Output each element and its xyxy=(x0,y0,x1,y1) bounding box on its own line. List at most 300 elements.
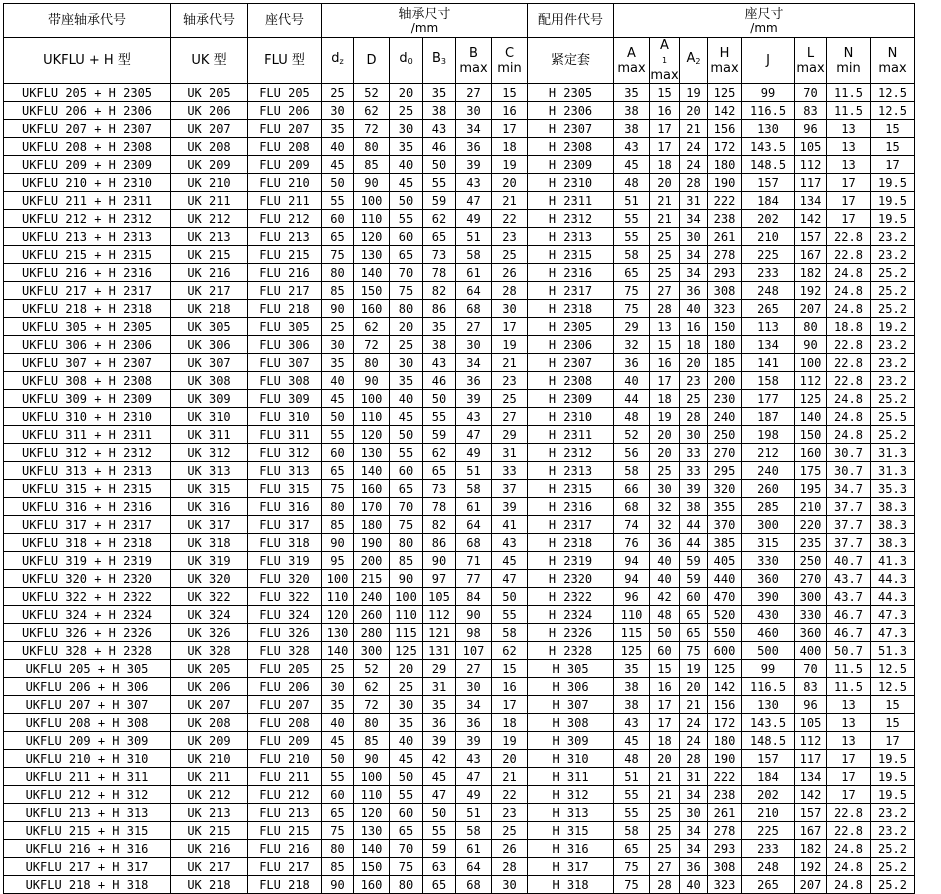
J-cell: 315 xyxy=(742,534,795,552)
Nmin-cell: 22.8 xyxy=(827,804,871,822)
D-cell: 80 xyxy=(354,714,390,732)
table-row xyxy=(4,462,915,480)
assembly-code-cell: UKFLU 211 + H 311 xyxy=(4,768,171,786)
B3-cell: 59 xyxy=(423,426,456,444)
J-cell: 265 xyxy=(742,876,795,894)
A1max-cell: 21 xyxy=(650,192,680,210)
d0-cell: 50 xyxy=(390,768,423,786)
bearing-code-cell: UK 326 xyxy=(171,624,248,642)
housing-code-cell: FLU 209 xyxy=(248,732,322,750)
A1max-cell: 36 xyxy=(650,534,680,552)
sleeve-code-cell: H 2310 xyxy=(528,408,614,426)
assembly-code-cell: UKFLU 205 + H 2305 xyxy=(4,84,171,102)
Nmax-cell: 19.5 xyxy=(871,210,915,228)
table-row xyxy=(4,624,915,642)
Lmax-cell: 207 xyxy=(795,876,827,894)
Nmax-cell: 19.2 xyxy=(871,318,915,336)
Nmax-header xyxy=(871,38,915,84)
table-row xyxy=(4,876,915,894)
Lmax-cell: 134 xyxy=(795,192,827,210)
Hmax-cell: 385 xyxy=(708,534,742,552)
Cmin-cell: 26 xyxy=(492,840,528,858)
J-cell: 158 xyxy=(742,372,795,390)
Cmin-cell: 62 xyxy=(492,642,528,660)
Amax-cell: 45 xyxy=(614,156,650,174)
dz-cell: 85 xyxy=(322,282,354,300)
bearing-code-cell: UK 209 xyxy=(171,732,248,750)
J-cell: 143.5 xyxy=(742,138,795,156)
dz-header xyxy=(322,38,354,84)
J-cell: 233 xyxy=(742,264,795,282)
housing-code-cell: FLU 207 xyxy=(248,120,322,138)
assembly-type-header: UKFLU + H 型 xyxy=(4,38,171,84)
J-cell: 134 xyxy=(742,336,795,354)
dz-cell: 60 xyxy=(322,444,354,462)
B3-cell: 62 xyxy=(423,444,456,462)
Lmax-qualifier: max xyxy=(796,60,825,76)
sleeve-code-cell: H 2310 xyxy=(528,174,614,192)
D-cell: 80 xyxy=(354,138,390,156)
sleeve-code-cell: H 309 xyxy=(528,732,614,750)
assembly-code-cell: UKFLU 208 + H 2308 xyxy=(4,138,171,156)
D-cell: 140 xyxy=(354,264,390,282)
sleeve-code-cell: H 2306 xyxy=(528,102,614,120)
table-row xyxy=(4,858,915,876)
Amax-symbol: A xyxy=(627,45,636,61)
J-cell: 225 xyxy=(742,246,795,264)
A1max-cell: 32 xyxy=(650,498,680,516)
Bmax-cell: 58 xyxy=(456,246,492,264)
J-cell: 157 xyxy=(742,174,795,192)
Cmin-cell: 58 xyxy=(492,624,528,642)
Amax-cell: 51 xyxy=(614,192,650,210)
Bmax-cell: 34 xyxy=(456,120,492,138)
Cmin-qualifier: min xyxy=(497,60,522,76)
assembly-code-cell: UKFLU 315 + H 2315 xyxy=(4,480,171,498)
A1max-cell: 16 xyxy=(650,354,680,372)
housing-code-cell: FLU 305 xyxy=(248,318,322,336)
Nmin-cell: 46.7 xyxy=(827,606,871,624)
sleeve-code-cell: H 2328 xyxy=(528,642,614,660)
Hmax-cell: 190 xyxy=(708,750,742,768)
Amax-cell: 65 xyxy=(614,840,650,858)
J-cell: 500 xyxy=(742,642,795,660)
A2-symbol: A xyxy=(686,51,696,66)
Nmax-cell: 25.5 xyxy=(871,408,915,426)
Cmin-cell: 30 xyxy=(492,300,528,318)
housing-code-cell: FLU 216 xyxy=(248,840,322,858)
sleeve-code-cell: H 318 xyxy=(528,876,614,894)
Cmin-cell: 16 xyxy=(492,102,528,120)
Hmax-cell: 200 xyxy=(708,372,742,390)
Hmax-cell: 172 xyxy=(708,714,742,732)
A1max-qualifier: max xyxy=(650,68,679,83)
Lmax-cell: 112 xyxy=(795,372,827,390)
Hmax-cell: 405 xyxy=(708,552,742,570)
A1max-cell: 21 xyxy=(650,210,680,228)
Bmax-cell: 49 xyxy=(456,786,492,804)
d0-cell: 55 xyxy=(390,786,423,804)
d0-cell: 35 xyxy=(390,138,423,156)
Amax-cell: 36 xyxy=(614,354,650,372)
d0-cell: 40 xyxy=(390,732,423,750)
Nmin-cell: 17 xyxy=(827,174,871,192)
A2-cell: 59 xyxy=(680,570,708,588)
housing-code-cell: FLU 217 xyxy=(248,282,322,300)
Nmax-cell: 23.2 xyxy=(871,804,915,822)
dz-cell: 40 xyxy=(322,372,354,390)
Cmin-cell: 21 xyxy=(492,192,528,210)
Nmin-cell: 24.8 xyxy=(827,858,871,876)
sleeve-code-cell: H 311 xyxy=(528,768,614,786)
A1max-cell: 40 xyxy=(650,552,680,570)
housing-dims-unit: /mm xyxy=(750,20,778,35)
Nmin-cell: 11.5 xyxy=(827,678,871,696)
D-cell: 90 xyxy=(354,750,390,768)
D-cell: 100 xyxy=(354,390,390,408)
Lmax-cell: 70 xyxy=(795,660,827,678)
Bmax-cell: 39 xyxy=(456,390,492,408)
Bmax-cell: 34 xyxy=(456,696,492,714)
assembly-code-cell: UKFLU 210 + H 310 xyxy=(4,750,171,768)
J-cell: 430 xyxy=(742,606,795,624)
Amax-cell: 74 xyxy=(614,516,650,534)
Amax-cell: 51 xyxy=(614,768,650,786)
assembly-code-cell: UKFLU 318 + H 2318 xyxy=(4,534,171,552)
B3-header xyxy=(423,38,456,84)
table-row xyxy=(4,426,915,444)
A1max-symbol-line xyxy=(650,38,679,68)
housing-code-cell: FLU 318 xyxy=(248,534,322,552)
dz-cell: 95 xyxy=(322,552,354,570)
B3-cell: 78 xyxy=(423,264,456,282)
housing-code-cell: FLU 211 xyxy=(248,192,322,210)
A2-cell: 24 xyxy=(680,138,708,156)
Lmax-cell: 142 xyxy=(795,210,827,228)
d0-cell: 20 xyxy=(390,84,423,102)
A1max-cell: 32 xyxy=(650,516,680,534)
d0-cell: 125 xyxy=(390,642,423,660)
Cmin-cell: 16 xyxy=(492,678,528,696)
table-row xyxy=(4,264,915,282)
Amax-cell: 76 xyxy=(614,534,650,552)
bearing-code-cell: UK 209 xyxy=(171,156,248,174)
J-cell: 157 xyxy=(742,750,795,768)
D-cell: 240 xyxy=(354,588,390,606)
table-row xyxy=(4,822,915,840)
housing-code-cell: FLU 307 xyxy=(248,354,322,372)
A2-cell: 30 xyxy=(680,426,708,444)
Nmin-cell: 24.8 xyxy=(827,282,871,300)
D-cell: 190 xyxy=(354,534,390,552)
assembly-code-cell: UKFLU 215 + H 2315 xyxy=(4,246,171,264)
assembly-code-cell: UKFLU 322 + H 2322 xyxy=(4,588,171,606)
Bmax-cell: 61 xyxy=(456,498,492,516)
dz-cell: 25 xyxy=(322,84,354,102)
Lmax-cell: 80 xyxy=(795,318,827,336)
J-cell: 130 xyxy=(742,696,795,714)
Bmax-cell: 27 xyxy=(456,84,492,102)
Cmin-cell: 21 xyxy=(492,354,528,372)
Nmin-cell: 17 xyxy=(827,192,871,210)
Nmax-cell: 19.5 xyxy=(871,768,915,786)
assembly-code-cell: UKFLU 320 + H 2320 xyxy=(4,570,171,588)
Nmax-cell: 44.3 xyxy=(871,588,915,606)
Cmin-cell: 20 xyxy=(492,750,528,768)
A1max-cell: 25 xyxy=(650,840,680,858)
Bmax-cell: 39 xyxy=(456,156,492,174)
bearing-code-cell: UK 218 xyxy=(171,300,248,318)
Bmax-cell: 34 xyxy=(456,354,492,372)
sleeve-code-cell: H 2318 xyxy=(528,300,614,318)
bearing-code-cell: UK 216 xyxy=(171,264,248,282)
A1max-cell: 15 xyxy=(650,84,680,102)
Lmax-cell: 125 xyxy=(795,390,827,408)
bearing-code-cell: UK 210 xyxy=(171,750,248,768)
Lmax-cell: 167 xyxy=(795,822,827,840)
Amax-cell: 94 xyxy=(614,552,650,570)
B3-cell: 42 xyxy=(423,750,456,768)
B3-cell: 55 xyxy=(423,408,456,426)
Hmax-qualifier: max xyxy=(710,60,739,76)
B3-cell: 43 xyxy=(423,120,456,138)
A1max-cell: 18 xyxy=(650,732,680,750)
sleeve-code-cell: H 2324 xyxy=(528,606,614,624)
A2-cell: 59 xyxy=(680,552,708,570)
housing-code-cell: FLU 206 xyxy=(248,102,322,120)
D-cell: 300 xyxy=(354,642,390,660)
Hmax-cell: 172 xyxy=(708,138,742,156)
Lmax-cell: 90 xyxy=(795,336,827,354)
D-cell: 200 xyxy=(354,552,390,570)
Cmin-cell: 25 xyxy=(492,246,528,264)
d0-cell: 115 xyxy=(390,624,423,642)
D-cell: 150 xyxy=(354,858,390,876)
Hmax-cell: 308 xyxy=(708,858,742,876)
Lmax-cell: 150 xyxy=(795,426,827,444)
dz-cell: 140 xyxy=(322,642,354,660)
d0-cell: 75 xyxy=(390,858,423,876)
d0-symbol: d xyxy=(399,51,408,66)
assembly-code-cell: UKFLU 326 + H 2326 xyxy=(4,624,171,642)
Bmax-cell: 58 xyxy=(456,822,492,840)
D-cell: 62 xyxy=(354,318,390,336)
assembly-code-cell: UKFLU 207 + H 307 xyxy=(4,696,171,714)
Lmax-cell: 175 xyxy=(795,462,827,480)
A2-cell: 65 xyxy=(680,606,708,624)
sleeve-code-cell: H 2309 xyxy=(528,390,614,408)
A1max-cell: 25 xyxy=(650,246,680,264)
Hmax-cell: 250 xyxy=(708,426,742,444)
D-cell: 160 xyxy=(354,480,390,498)
d0-cell: 30 xyxy=(390,120,423,138)
J-cell: 225 xyxy=(742,822,795,840)
housing-code-cell: FLU 212 xyxy=(248,786,322,804)
Hmax-cell: 293 xyxy=(708,264,742,282)
d0-cell: 25 xyxy=(390,678,423,696)
d0-cell: 50 xyxy=(390,426,423,444)
sleeve-code-cell: H 2320 xyxy=(528,570,614,588)
Nmin-cell: 46.7 xyxy=(827,624,871,642)
A1max-cell: 25 xyxy=(650,822,680,840)
assembly-code-cell: UKFLU 213 + H 313 xyxy=(4,804,171,822)
Nmin-cell: 13 xyxy=(827,156,871,174)
dz-cell: 30 xyxy=(322,102,354,120)
Bmax-cell: 64 xyxy=(456,516,492,534)
sleeve-code-cell: H 2316 xyxy=(528,264,614,282)
d0-cell: 75 xyxy=(390,282,423,300)
D-cell: 72 xyxy=(354,120,390,138)
Lmax-cell: 270 xyxy=(795,570,827,588)
Nmin-cell: 13 xyxy=(827,138,871,156)
bearing-code-header: 轴承代号 xyxy=(171,4,248,38)
D-cell: 85 xyxy=(354,156,390,174)
Nmin-symbol: N xyxy=(843,45,854,61)
housing-code-cell: FLU 217 xyxy=(248,858,322,876)
bearing-code-cell: UK 207 xyxy=(171,696,248,714)
B3-cell: 50 xyxy=(423,804,456,822)
bearing-code-cell: UK 306 xyxy=(171,336,248,354)
dz-cell: 50 xyxy=(322,174,354,192)
housing-dims-label: 座尺寸 xyxy=(744,6,784,22)
J-cell: 202 xyxy=(742,210,795,228)
A1max-cell: 28 xyxy=(650,876,680,894)
Nmax-cell: 15 xyxy=(871,696,915,714)
housing-code-header: 座代号 xyxy=(248,4,322,38)
Lmax-cell: 300 xyxy=(795,588,827,606)
Amax-cell: 65 xyxy=(614,264,650,282)
table-row xyxy=(4,138,915,156)
bearing-code-cell: UK 313 xyxy=(171,462,248,480)
dz-cell: 30 xyxy=(322,336,354,354)
Cmin-cell: 43 xyxy=(492,534,528,552)
Bmax-cell: 61 xyxy=(456,840,492,858)
D-cell: 110 xyxy=(354,210,390,228)
assembly-code-cell: UKFLU 207 + H 2307 xyxy=(4,120,171,138)
Nmax-cell: 41.3 xyxy=(871,552,915,570)
A2-cell: 65 xyxy=(680,624,708,642)
bearing-code-cell: UK 311 xyxy=(171,426,248,444)
dz-cell: 45 xyxy=(322,732,354,750)
Amax-cell: 48 xyxy=(614,174,650,192)
Cmin-cell: 19 xyxy=(492,732,528,750)
J-cell: 265 xyxy=(742,300,795,318)
A2-cell: 16 xyxy=(680,318,708,336)
bearing-code-cell: UK 215 xyxy=(171,822,248,840)
bearing-code-cell: UK 213 xyxy=(171,228,248,246)
Cmin-cell: 15 xyxy=(492,660,528,678)
Lmax-cell: 192 xyxy=(795,858,827,876)
A2-cell: 34 xyxy=(680,246,708,264)
Bmax-cell: 39 xyxy=(456,732,492,750)
A1max-cell: 40 xyxy=(650,570,680,588)
Amax-cell: 110 xyxy=(614,606,650,624)
Cmin-cell: 19 xyxy=(492,156,528,174)
Nmin-cell: 22.8 xyxy=(827,372,871,390)
Nmin-cell: 17 xyxy=(827,750,871,768)
bearing-code-cell: UK 212 xyxy=(171,210,248,228)
Cmin-cell: 19 xyxy=(492,336,528,354)
sleeve-code-cell: H 308 xyxy=(528,714,614,732)
Bmax-qualifier: max xyxy=(459,60,488,76)
d0-cell: 20 xyxy=(390,318,423,336)
Nmax-cell: 47.3 xyxy=(871,606,915,624)
A2-cell: 31 xyxy=(680,768,708,786)
Amax-cell: 75 xyxy=(614,876,650,894)
J-cell: 330 xyxy=(742,552,795,570)
sleeve-code-cell: H 310 xyxy=(528,750,614,768)
Lmax-symbol: L xyxy=(806,45,815,61)
Lmax-cell: 83 xyxy=(795,678,827,696)
Hmax-cell: 230 xyxy=(708,390,742,408)
dz-cell: 65 xyxy=(322,228,354,246)
D-cell: 180 xyxy=(354,516,390,534)
bearing-code-cell: UK 310 xyxy=(171,408,248,426)
B3-cell: 78 xyxy=(423,498,456,516)
Bmax-cell: 77 xyxy=(456,570,492,588)
housing-code-cell: FLU 326 xyxy=(248,624,322,642)
Hmax-cell: 142 xyxy=(708,678,742,696)
sleeve-code-cell: H 2313 xyxy=(528,228,614,246)
A1max-cell: 25 xyxy=(650,264,680,282)
assembly-code-cell: UKFLU 218 + H 318 xyxy=(4,876,171,894)
Bmax-cell: 84 xyxy=(456,588,492,606)
dz-cell: 80 xyxy=(322,264,354,282)
D-cell: 80 xyxy=(354,354,390,372)
A1max-cell: 20 xyxy=(650,174,680,192)
housing-code-cell: FLU 209 xyxy=(248,156,322,174)
sleeve-code-cell: H 2326 xyxy=(528,624,614,642)
housing-code-cell: FLU 207 xyxy=(248,696,322,714)
Lmax-cell: 96 xyxy=(795,696,827,714)
Nmin-cell: 13 xyxy=(827,732,871,750)
Lmax-cell: 117 xyxy=(795,174,827,192)
A1max-cell: 13 xyxy=(650,318,680,336)
d0-cell: 35 xyxy=(390,714,423,732)
B3-cell: 63 xyxy=(423,858,456,876)
A2-cell: 33 xyxy=(680,462,708,480)
Nmax-cell: 12.5 xyxy=(871,660,915,678)
Hmax-cell: 185 xyxy=(708,354,742,372)
dz-cell: 85 xyxy=(322,516,354,534)
assembly-code-cell: UKFLU 210 + H 2310 xyxy=(4,174,171,192)
D-cell: 100 xyxy=(354,768,390,786)
table-row xyxy=(4,444,915,462)
Cmin-cell: 28 xyxy=(492,858,528,876)
Nmax-cell: 23.2 xyxy=(871,246,915,264)
Nmin-cell: 22.8 xyxy=(827,336,871,354)
B3-cell: 39 xyxy=(423,732,456,750)
Cmin-cell: 27 xyxy=(492,408,528,426)
Bmax-cell: 107 xyxy=(456,642,492,660)
Nmin-cell: 30.7 xyxy=(827,462,871,480)
J-cell: 390 xyxy=(742,588,795,606)
A2-cell: 30 xyxy=(680,804,708,822)
d0-cell: 40 xyxy=(390,390,423,408)
housing-code-cell: FLU 324 xyxy=(248,606,322,624)
B3-cell: 29 xyxy=(423,660,456,678)
D-cell: 260 xyxy=(354,606,390,624)
housing-type-header: FLU 型 xyxy=(248,38,322,84)
J-cell: 116.5 xyxy=(742,678,795,696)
bearing-code-cell: UK 205 xyxy=(171,660,248,678)
dz-cell: 45 xyxy=(322,156,354,174)
d0-cell: 45 xyxy=(390,174,423,192)
dz-cell: 25 xyxy=(322,318,354,336)
D-cell: 110 xyxy=(354,786,390,804)
housing-code-cell: FLU 319 xyxy=(248,552,322,570)
A2-cell: 36 xyxy=(680,282,708,300)
